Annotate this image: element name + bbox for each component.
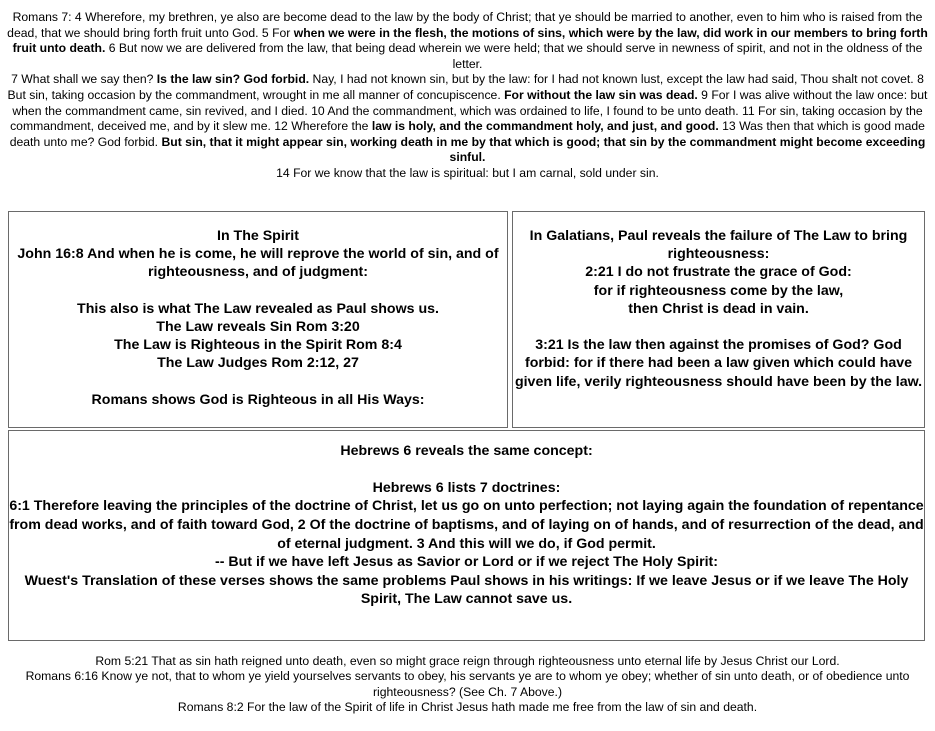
galatians-box: [512, 211, 925, 428]
law-reveals-sin-line: The Law reveals Sin Rom 3:20: [156, 319, 360, 335]
text-run: Romans 7: 4 Wherefore, my brethren, ye also are become dead to the law by the body of Christ; that ye should be married to another, even to him who is raised from the dead, that we should bring forth fruit unto God. 5 For: [7, 10, 923, 40]
romans-7-passage: [2, 10, 933, 182]
text-run: 6 But now we are delivered from the law, that being dead wherein we were held; that we should serve in newness of spirit, and not in the oldness of the letter.: [105, 41, 923, 71]
bold-text-run: when we were in the flesh, the motions of sins, which were by the law, did work in our members to bring forth fruit unto death.: [12, 25, 928, 56]
john-16-8-verse: John 16:8 And when he is come, he will reprove the world of sin, and of righteousness, and of judgment:: [17, 246, 499, 281]
spacer: [9, 373, 507, 391]
box-title: In The Spirit: [217, 228, 299, 244]
galatians-3-21-verse: 3:21 Is the law then against the promises of God? God forbid: for if there had been a law given which could have given life, verily righteousness should have been by the law.: [514, 337, 923, 390]
romans-righteous-line: Romans shows God is Righteous in all His Ways:: [91, 391, 425, 408]
wuest-translation-line: Wuest's Translation of these verses shows the same problems Paul shows in his writings: If we leave Jesus or if we leave The Holy Spirit, The Law cannot save us.: [24, 572, 909, 608]
text-run: 9 For I was alive without the law once: but when the commandment came, sin revived, and I died. 10 And the commandment, which was ordained to life, I found to be unto death. 11 For sin, taking occasion by the commandment, deceived me, and by it slew me. 12 Wherefore the: [10, 87, 928, 134]
romans-6-16-verse: Romans 6:16 Know ye not, that to whom ye yield yourselves servants to obey, his servants ye are to whom ye obey; whether of sin unto death, or of obedience unto righteousness? (See Ch. 7 Above.): [25, 669, 910, 699]
bold-text-run: Is the law sin? God forbid.: [156, 72, 310, 87]
romans-7-verses-7-13: [2, 72, 933, 166]
footer-verses: [2, 654, 933, 716]
law-righteous-line: The Law is Righteous in the Spirit Rom 8:4: [114, 337, 402, 354]
text-run: 7 What shall we say then?: [11, 72, 157, 87]
left-jesus-line: -- But if we have left Jesus as Savior or Lord or if we reject The Holy Spirit:: [215, 554, 718, 571]
box-title: In Galatians, Paul reveals the failure of The Law to bring righteousness:: [529, 228, 908, 263]
hebrews-doctrines-line: Hebrews 6 lists 7 doctrines:: [372, 479, 561, 496]
spacer: [9, 282, 507, 300]
romans-5-21-verse: Rom 5:21 That as sin hath reigned unto death, even so might grace reign through righteousness unto eternal life by Jesus Christ our Lord.: [95, 654, 840, 668]
bold-text-run: law is holy, and the commandment holy, and just, and good.: [371, 119, 719, 134]
bold-text-run: But sin, that it might appear sin, working death in me by that which is good; that sin by the commandment might become exceeding sinful.: [161, 134, 926, 165]
text-run: 13 Was then that which is good made death unto me? God forbid.: [9, 119, 925, 149]
law-revealed-line: This also is what The Law revealed as Paul shows us.: [77, 300, 439, 317]
box-title: Hebrews 6 reveals the same concept:: [340, 443, 593, 459]
romans-7-verse-14: 14 For we know that the law is spiritual: but I am carnal, sold under sin.: [276, 165, 659, 180]
romans-7-verses-4-6: [2, 10, 933, 72]
galatians-2-21-line-1: 2:21 I do not frustrate the grace of God:: [585, 264, 852, 281]
spacer: [9, 461, 924, 479]
text-run: Nay, I had not known sin, but by the law: for I had not known lust, except the law had said, Thou shalt not covet. 8 But sin, taking occasion by the commandment, wrought in me all manner of concupiscence.: [7, 72, 924, 102]
bold-text-run: For without the law sin was dead.: [504, 87, 698, 102]
hebrews-6-1-3-verse: 6:1 Therefore leaving the principles of the doctrine of Christ, let us go on unto perfection; not laying again the foundation of repentance from dead works, and of faith toward God, 2 Of the doctrine of baptisms, and of laying on of hands, and of resurrection of the dead, and of eternal judgment. 3 And this will we do, if God permit.: [9, 498, 924, 552]
in-the-spirit-box: [8, 211, 508, 428]
romans-8-2-verse: Romans 8:2 For the law of the Spirit of life in Christ Jesus hath made me free from the law of sin and death.: [177, 700, 758, 715]
law-judges-line: The Law Judges Rom 2:12, 27: [157, 355, 359, 372]
spacer: [513, 318, 924, 336]
galatians-2-21-line-3: then Christ is dead in vain.: [628, 300, 809, 317]
galatians-2-21-line-2: for if righteousness come by the law,: [593, 282, 844, 299]
hebrews-6-box: [8, 430, 925, 641]
